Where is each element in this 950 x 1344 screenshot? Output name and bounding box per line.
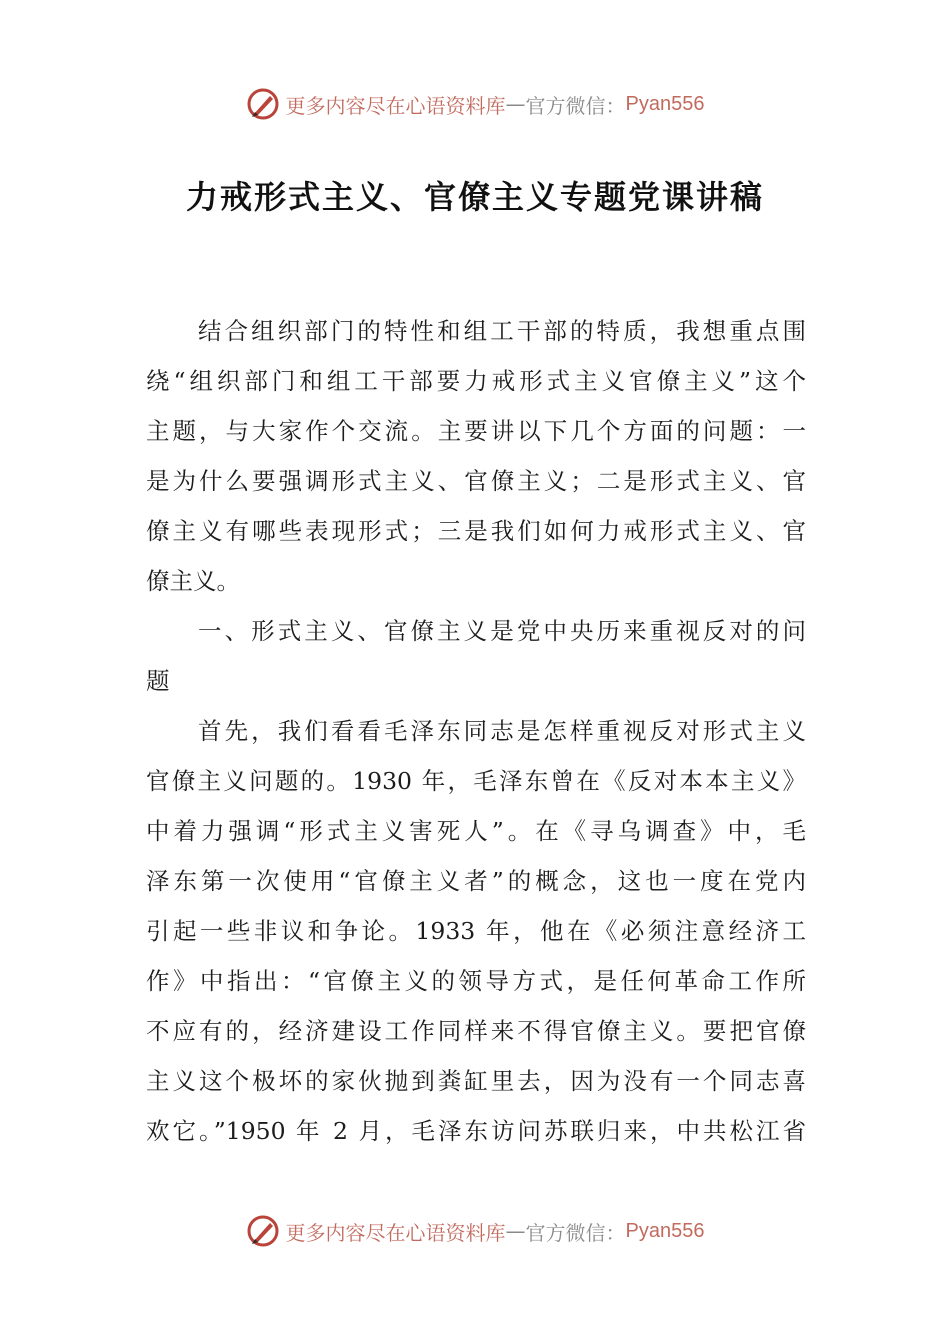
pen-logo-icon bbox=[246, 1214, 280, 1248]
text-line: 主义这个极坏的家伙抛到粪缸里去，因为没有一个同志喜 bbox=[146, 1067, 806, 1095]
banner-wechat-id: Pyan556 bbox=[625, 92, 705, 115]
text-line: 结合组织部门的特性和组工干部的特质，我想重点围 bbox=[198, 317, 806, 345]
text-line: 是为什么要强调形式主义、官僚主义；二是形式主义、官 bbox=[146, 467, 806, 495]
text-line: 作》中指出：“官僚主义的领导方式，是任何革命工作所 bbox=[146, 967, 806, 995]
banner-wechat-label: 官方微信： bbox=[525, 93, 626, 118]
text-line: 绕“组织部门和组工干部要力戒形式主义官僚主义”这个 bbox=[146, 367, 806, 395]
text-line: 僚主义有哪些表现形式；三是我们如何力戒形式主义、官 bbox=[146, 517, 806, 545]
banner-separator: — bbox=[505, 1219, 526, 1243]
pen-logo-icon bbox=[246, 87, 280, 121]
text-line: 首先，我们看看毛泽东同志是怎样重视反对形式主义 bbox=[198, 717, 806, 745]
section-heading-line: 题 bbox=[146, 667, 170, 695]
banner-text: 更多内容尽在心语资料库 bbox=[285, 1220, 506, 1245]
document-body bbox=[146, 306, 806, 1156]
text-line: 官僚主义问题的。1930 年，毛泽东曾在《反对本本主义》 bbox=[146, 767, 806, 795]
banner-wechat-label: 官方微信： bbox=[525, 1220, 626, 1245]
banner-separator: — bbox=[505, 92, 526, 116]
text-line: 欢它。”1950 年 2 月，毛泽东访问苏联归来，中共松江省 bbox=[146, 1117, 806, 1145]
text-line: 不应有的，经济建设工作同样来不得官僚主义。要把官僚 bbox=[146, 1017, 806, 1045]
text-line: 中着力强调“形式主义害死人”。在《寻乌调查》中，毛 bbox=[146, 817, 806, 845]
footer-banner bbox=[0, 1209, 950, 1253]
banner-wechat-id: Pyan556 bbox=[625, 1219, 705, 1242]
section-heading-line: 一、形式主义、官僚主义是党中央历来重视反对的问 bbox=[198, 617, 806, 645]
text-line: 僚主义。 bbox=[146, 567, 240, 595]
header-banner bbox=[0, 82, 950, 126]
document-title: 力戒形式主义、官僚主义专题党课讲稿 bbox=[185, 178, 764, 216]
text-line: 引起一些非议和争论。1933 年，他在《必须注意经济工 bbox=[146, 917, 806, 945]
text-line: 主题，与大家作个交流。主要讲以下几个方面的问题：一 bbox=[146, 417, 806, 445]
banner-text: 更多内容尽在心语资料库 bbox=[285, 93, 506, 118]
text-line: 泽东第一次使用“官僚主义者”的概念，这也一度在党内 bbox=[146, 867, 806, 895]
